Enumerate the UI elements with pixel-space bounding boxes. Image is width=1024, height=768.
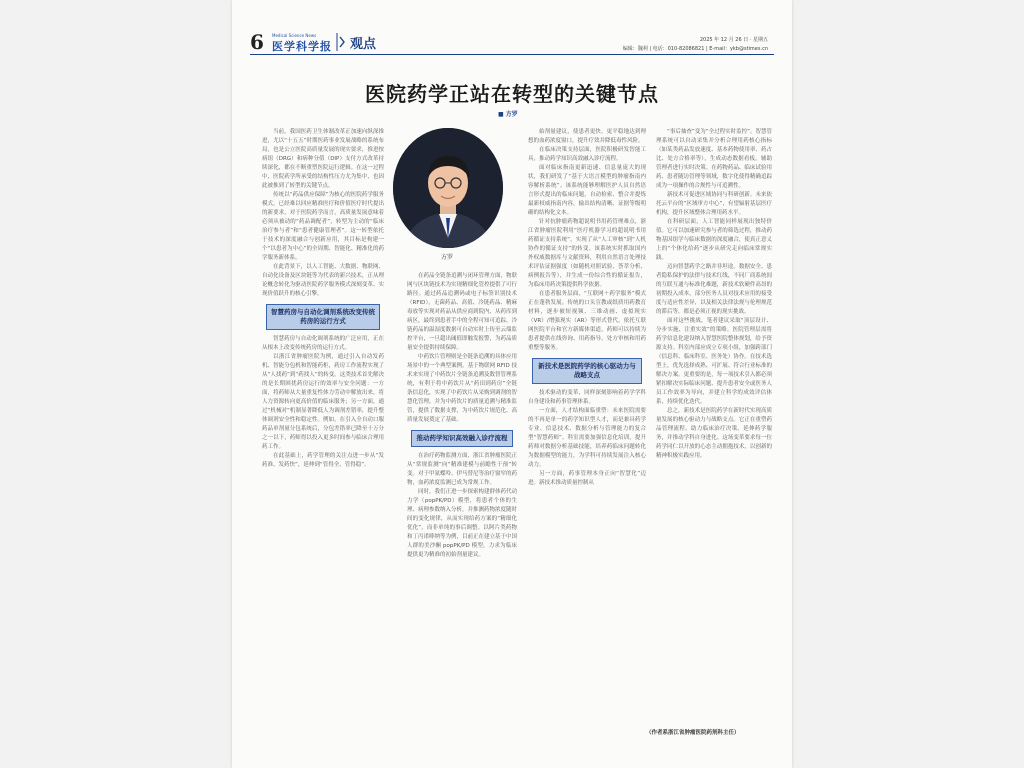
masthead-rule bbox=[250, 54, 774, 55]
paragraph: 始剂量建议，使患者更快、更平稳地达到理想的血药浓度窗口，提升疗效并降低毒性风险。 bbox=[528, 129, 646, 144]
page-number: 6 bbox=[250, 30, 264, 54]
paragraph: 在科研层面，人工智能同样展现出独特价值。它可以加速研究参与者的筛选过程，推动药物基因组学与临床数据的深度融合，使真正意义上的“个体化给药”逐步从研究走向临床常规实践。 bbox=[656, 219, 772, 261]
paragraph: 新技术可促进区域协同与科研创新。未来依托云平台的“区域审方中心”，有望辐射基层医疗机构，提升区域整体合理用药水平。 bbox=[656, 192, 772, 216]
masthead-logo-english: Medical Science News bbox=[272, 33, 317, 38]
photo-caption: 方罗 bbox=[441, 254, 454, 261]
paragraph: 在此基础上，药学管理的关注点进一步从“发药准、发药快”，延伸到“管得全、管得稳”。 bbox=[262, 453, 384, 468]
author-portrait-image bbox=[393, 128, 503, 248]
article-column-2 bbox=[407, 272, 517, 560]
paragraph: 智慧药房与自动化调剂系统的广泛应用，正在从根本上改变传统药房的运行方式。 bbox=[262, 336, 384, 351]
paragraph: 面对这些挑战，笔者建议采取“顶层设计、分步实施、注重实效”的策略。医院管理层需将药学信息化建设纳入智慧医院整体规划，给予资源支持。科室内部应成立专项小组，加强跨部门（信息科、临床科室、医务处）协作。在技术选型上，优先选择成熟、可扩展、符合行业标准的解决方案。更重要的是，每一项技术引入都必须紧扣解决实际临床问题、提升患者安全或医务人员工作效率为导向，并建立科学的成效评估体系，持续优化迭代。 bbox=[656, 318, 772, 405]
article-column-3 bbox=[528, 128, 646, 488]
section-chevron-icon bbox=[336, 33, 346, 51]
article-title: 医院药学正站在转型的关键节点 bbox=[365, 82, 659, 106]
article-column-4 bbox=[656, 128, 772, 461]
paragraph: 在患者服务层面，“互联网＋药学服务”模式正在蓬勃发展。传统的口头宣教或纸质用药教育材料，逐步被短视频、三维动画、虚拟现实（VR）/增强现实（AR）等形式替代。依托互联网医院平台和官方新媒体渠道，药师可以持续为患者提供在线咨询、用药指导、处方审核和用药重整等服务。 bbox=[528, 291, 646, 351]
paragraph: 在此背景下，以人工智能、大数据、物联网、自动化设备及区块链等为代表的新兴技术，正从理论概念转化为驱动医院药学服务模式深刻变革、实现价值跃升的核心引擎。 bbox=[262, 264, 384, 297]
author-affiliation: （作者系浙江省肿瘤医院药剂科主任） bbox=[646, 730, 740, 736]
paragraph: 技术驱动的变革，同样深刻影响着药学学科自身建设和药事管理体系。 bbox=[528, 390, 646, 405]
paragraph: 一方面，人才结构面临重塑：未来医院需要的不再是单一的药学知识型人才，而是兼具药学专业、信息技术、数据分析与管理能力的复合型“智慧药师”。科室需要加强信息化培训，提升药师对数据分析基础技能，培养药临床问题转化为数据模型的能力，为学科可持续发展注入核心动力。 bbox=[528, 408, 646, 468]
article-byline bbox=[498, 109, 518, 118]
paragraph: 在临床决策支持层面，医院积极研发智能工具，推动药学知识高效融入诊疗流程。 bbox=[528, 147, 646, 162]
paragraph: 以浙江省肿瘤医院为例，通过引入自动发药机、智能分包机和智能药柜，药房工作流程实现了从“人找药”到“药找人”的转变。这类技术首先解决的是长期困扰药房运行的效率与安全问题：一方面，将药师从大量重复性体力劳动中解放出来，将人力资源转向更高价值的临床服务；另一方面，通过“机械对”机制显著降低人为调剂差错率，提升整体调剂安全性和稳定性。例如，在引入全自动口服药品单剂量分包系统后，分包差错率已降至十万分之一以下，药师得以投入更多时间参与临床合理用药工作。 bbox=[262, 354, 384, 450]
subheading-smart-pharmacy: 智慧药房与自动化调剂系统改变传统药房的运行方式 bbox=[266, 304, 380, 330]
paragraph: 同时，我们正进一步探索构建群体药代动力学（popPK/PD）模型，将患者个体的生理、病理参数纳入分析，并推测药物浓度随时间的变化规律，从而实现给药方案的“精细化优化”，而非单纯的事后调整。以阿片类药物和丁丙诺啡纳等为例，目前正在建立基于中国人群的美沙酮 popPK/PD 模型，力求为临床提供更为精准的初始剂量建议。 bbox=[407, 489, 518, 558]
paragraph: 传统以“药品供应保障”为核心的医院药学服务模式，已经难以回应精准医疗和价值医疗时代提出的新要求，对于医院药学而言，高质量发展意味着必须从被动的“药品调配者”，转型为主动的“临床治疗参与者”和“患者健康管理者”。这一转型依托于技术的深度融合与创新应用，其目标是构建一个“以患者为中心”的全周期、智能化、精准化的药学服务新体系。 bbox=[262, 192, 384, 261]
editor-info: 编辑：魏利 | 电话：010-82086821 | E-mail：ykb@stimes.cn bbox=[622, 46, 768, 52]
masthead-logo: 医学科学报 bbox=[272, 40, 332, 53]
article-column-1 bbox=[262, 128, 384, 470]
paragraph: 在治疗药物监测方面，浙江省肿瘤医院正从“常规监测”向“精准建模与前瞻性干预”转变。对于甲氨蝶呤、伊马替尼等治疗窗窄的药物，血药浓度监测已成为常规工作。 bbox=[407, 453, 518, 486]
paragraph: 在药品全链条追溯与闭环管理方面，物联网与区块链技术为实现精细化管控提供了可行路径。通过药品追溯码或电子标签识别技术（RFID），无菌药品、高值、冷链药品、精麻毒放等实现对药品从供应商到院内、从药库到病区，最终到患者手中的全程可知可追踪。冷链药品的温湿度数据可自动实时上传至云端监控平台，一旦超出阈值即触发报警，为药品质量安全提供持续保障。 bbox=[407, 273, 518, 351]
byline-author: 方罗 bbox=[505, 111, 518, 118]
paragraph: 迈向智慧药学之路并非坦途。数据安全、患者隐私保护的法律与技术红线，不同厂商系统间的互联互通与标准化难题，新技术软硬件高昂的初期投入成本，部分医务人员对技术应用的接受度与适应性差异，以及相关法律法规与伦理规范的滞后等，都是必须正视的现实挑战。 bbox=[656, 264, 772, 315]
paragraph: “事后抽查”变为“全过程实时监控”。智慧管理系统可以自动采集并分析合理用药核心指标（如某类药品发放速度、基本药物使用率、药占比、处方合格率等），生成动态数据看板，辅助管理者进行实时决策。在药物药品、临床试验用药、患者随访管理等领域，数字化使得精确追踪成为一项操作的合规性与可追溯性。 bbox=[656, 129, 772, 189]
paragraph: 总之，新技术是医院药学在新时代实现高质量发展的核心驱动力与战略支点。它正在重塑药品管理流程、助力临床治疗决策、延伸药学服务，并推动学科自身进化。这场变革要求每一位药学同仁以开放的心态主动拥抱技术，以创新的精神积极实践应用。 bbox=[656, 408, 772, 459]
newspaper-page bbox=[232, 0, 792, 768]
byline-marker-icon: ■ bbox=[498, 111, 504, 118]
author-photo bbox=[393, 128, 503, 248]
issue-date: 2025 年 12 月 26 日 · 星期五 bbox=[699, 37, 768, 43]
subheading-knowledge-integration: 推动药学知识高效融入诊疗流程 bbox=[411, 430, 513, 447]
paragraph: 另一方面，药事管理本身正向“智慧化”迈进。新技术推动质量控制从 bbox=[528, 471, 646, 486]
paragraph: 针对抗肿瘤药物超说明书用药管理难点，浙江省肿瘤医院利用“医疗机器学习的超说明书用药循证支持系统”，实现了从“人工审核”到“人机协作的循证支持”的转变。该系统实时抓取国内外权威数据库与文献资料，利用自然语言处理技术评估证据强度（如随机对照试验、荟萃分析、病例报告等），并生成一份综合性的循证报告，为临床用药决策提供科学依据。 bbox=[528, 219, 646, 288]
paragraph: 面对临床指南更新迅速、信息量庞大的现状，我们研发了“基于大语言模型的肿瘤指南内容解析系统”。该系统能够理解医护人员自然语言形式提出的临床问题，自动检索、整合并提炼最新权威指南内容，输出结构清晰、证据等级明确的结构化文本。 bbox=[528, 165, 646, 216]
paragraph: 当前，我国医药卫生体制改革正加速向纵深推进，尤以“十五五”时期医药事业发展战略的系统布局，也是公立医院高质量发展的现实要求，推进按病组（DRG）和病种分值（DIP）支付方式改革持续深化，都在不断重塑医院运行逻辑。在这一过程中，医院药学所承受的结构性压力尤为集中，也因此被推到了转型的关键节点。 bbox=[262, 129, 384, 189]
subheading-new-technology: 新技术是医院药学的核心驱动力与战略支点 bbox=[532, 358, 642, 384]
section-label: 观点 bbox=[350, 37, 377, 52]
paragraph: 中药饮片管理则是全链条追溯的具体应用场景中的一个典型案例。基于物联网 RFID 技术来实现了中药饮片全链条追溯及数智管理系统，有利于将中药饮片从“药田到药房”全链条信息化，实现了中药饮片从采购到调剂的智慧化管理，并为中药饮片的质量追溯与精准监管，提供了数据支撑，为中药饮片规范化、高质量发展奠定了基础。 bbox=[407, 354, 518, 423]
